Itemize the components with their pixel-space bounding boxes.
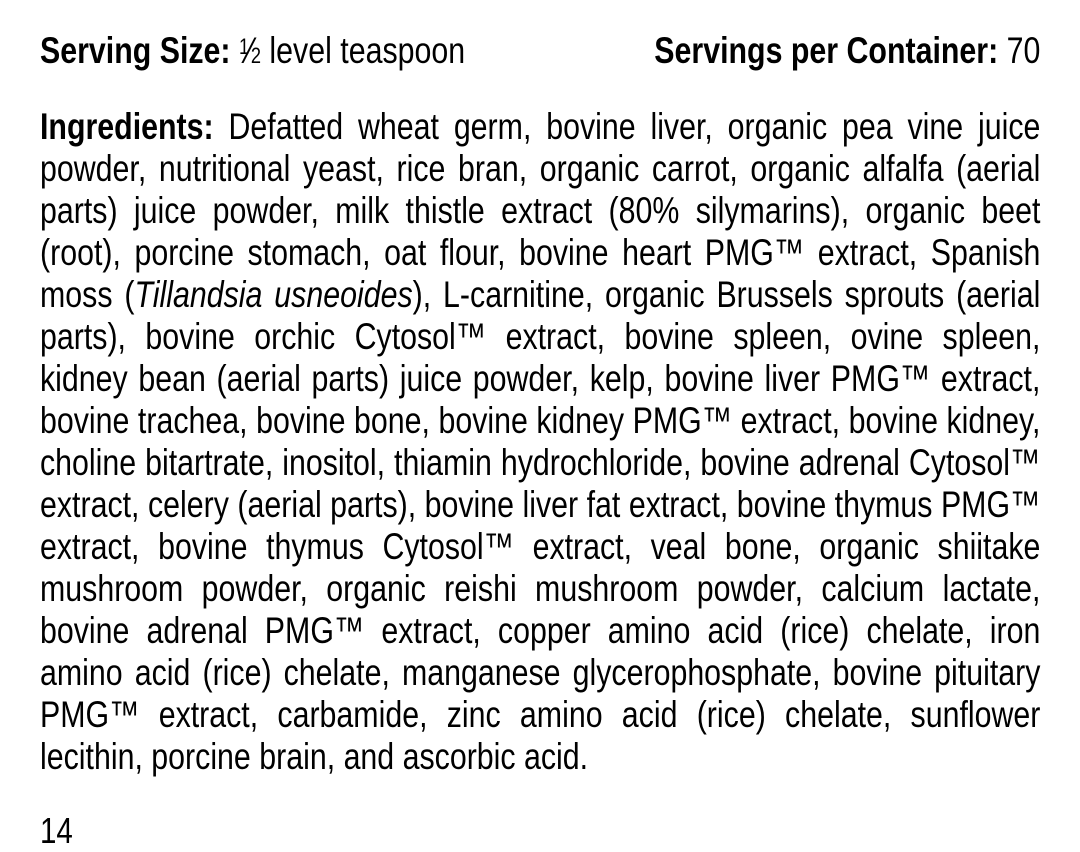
ingredients-species-italic: Tillandsia usneoides [134,274,413,315]
ingredients-text-1: Defatted wheat germ, bovine liver, organic pea vine juice powder, nutritional yeast, rice bran, organic carrot, organic alfalfa (aerial parts) juice powder, milk thistle extract (80% silymarins), organic beet (root), porcine stomach, oat flour, bovine heart PMG™ extract, Spanish moss ( [40,106,1041,315]
page-number: 14 [40,810,73,851]
serving-size-label: Serving Size: [40,30,231,71]
servings-per-container [654,28,1040,74]
servings-per-container-value: 70 [1006,30,1041,71]
fraction-slash: ⁄ [247,30,253,71]
ingredients-label: Ingredients: [40,106,214,147]
ingredients-paragraph [40,106,1040,778]
fraction-denominator: 2 [250,43,262,69]
serving-info-row [40,28,1040,74]
content-column [40,28,1040,852]
ingredients-text-2: ), L-carnitine, organic Brussels sprouts (aerial parts), bovine orchic Cytosol™ extract, bovine spleen, ovine spleen, kidney bean (aerial parts) juice powder, kelp, bovine liver PMG™ extract, bovine trachea, bovine bone, bovine kidney PMG™ extract, bovine kidney, choline bitartrate, inositol, thiamin hydrochloride, bovine adrenal Cytosol™ extract, celery (aerial parts), bovine liver fat extract, bovine thymus PMG™ extract, bovine thymus Cytosol™ extract, veal bone, organic shiitake mushroom powder, organic reishi mushroom powder, calcium lactate, bovine adrenal PMG™ extract, copper amino acid (rice) chelate, iron amino acid (rice) chelate, manganese glycerophosphate, bovine pituitary PMG™ extract, carbamide, zinc amino acid (rice) chelate, sunflower lecithin, porcine brain, and ascorbic acid. [40,274,1041,777]
servings-per-container-label: Servings per Container: [654,30,999,71]
serving-size [40,28,465,74]
serving-size-fraction [239,30,261,71]
fraction-numerator: 1 [238,33,250,59]
serving-size-value: level teaspoon [269,30,466,71]
